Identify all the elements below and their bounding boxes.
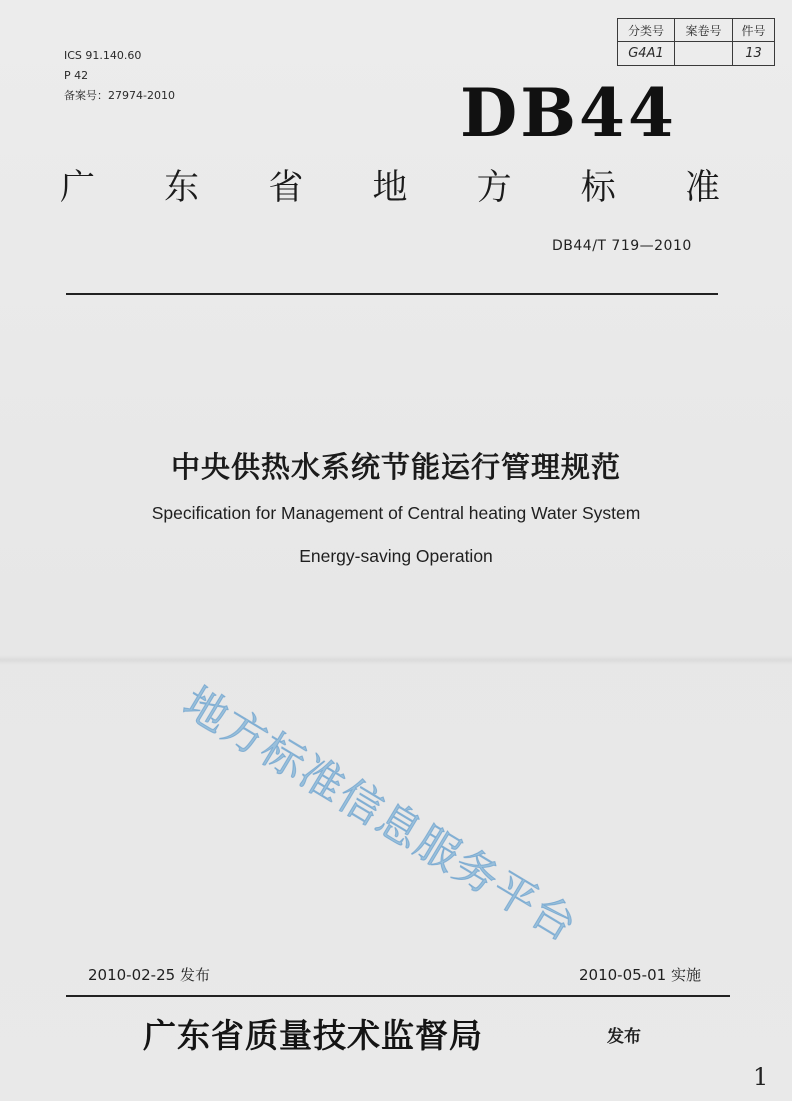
standard-number: DB44/T 719—2010 — [552, 238, 692, 254]
title-char: 广 — [60, 168, 96, 208]
stamp-value-item: 13 — [733, 42, 775, 66]
ics-code: ICS 91.140.60 — [64, 49, 142, 62]
title-char: 准 — [684, 168, 720, 208]
stamp-value-class: G4A1 — [618, 42, 675, 66]
standard-type-title — [60, 164, 720, 212]
title-char: 东 — [164, 168, 200, 208]
document-title-cn: 中央供热水系统节能运行管理规范 — [170, 450, 621, 484]
document-title-en-line2: Energy-saving Operation — [299, 546, 493, 566]
footer-divider — [66, 995, 730, 997]
stamp-header-file: 案卷号 — [675, 19, 733, 42]
db44-logo: DB44 — [460, 74, 677, 152]
issuing-authority: 广东省质量技术监督局 — [143, 1016, 483, 1055]
paper-fold-shadow — [0, 655, 792, 665]
archive-stamp — [617, 18, 775, 66]
header-divider — [66, 293, 718, 295]
record-number: 备案号：27974-2010 — [64, 89, 175, 102]
document-title-en-line1: Specification for Management of Central heating Water System — [151, 503, 641, 523]
stamp-header-class: 分类号 — [618, 19, 675, 42]
page-number: 1 — [753, 1063, 769, 1091]
stamp-value-file — [675, 42, 733, 66]
issuer-suffix: 发布 — [607, 1027, 641, 1047]
stamp-header-item: 件号 — [733, 19, 775, 42]
title-char: 省 — [268, 168, 304, 208]
category-code: P 42 — [64, 69, 89, 82]
implement-date: 2010-05-01 实施 — [579, 966, 701, 984]
standard-meta — [64, 46, 175, 106]
watermark: 地方标准信息服务平台 — [174, 677, 587, 953]
issue-date: 2010-02-25 发布 — [88, 966, 210, 984]
title-char: 方 — [476, 168, 512, 208]
title-char: 标 — [580, 168, 616, 208]
title-char: 地 — [372, 168, 408, 208]
